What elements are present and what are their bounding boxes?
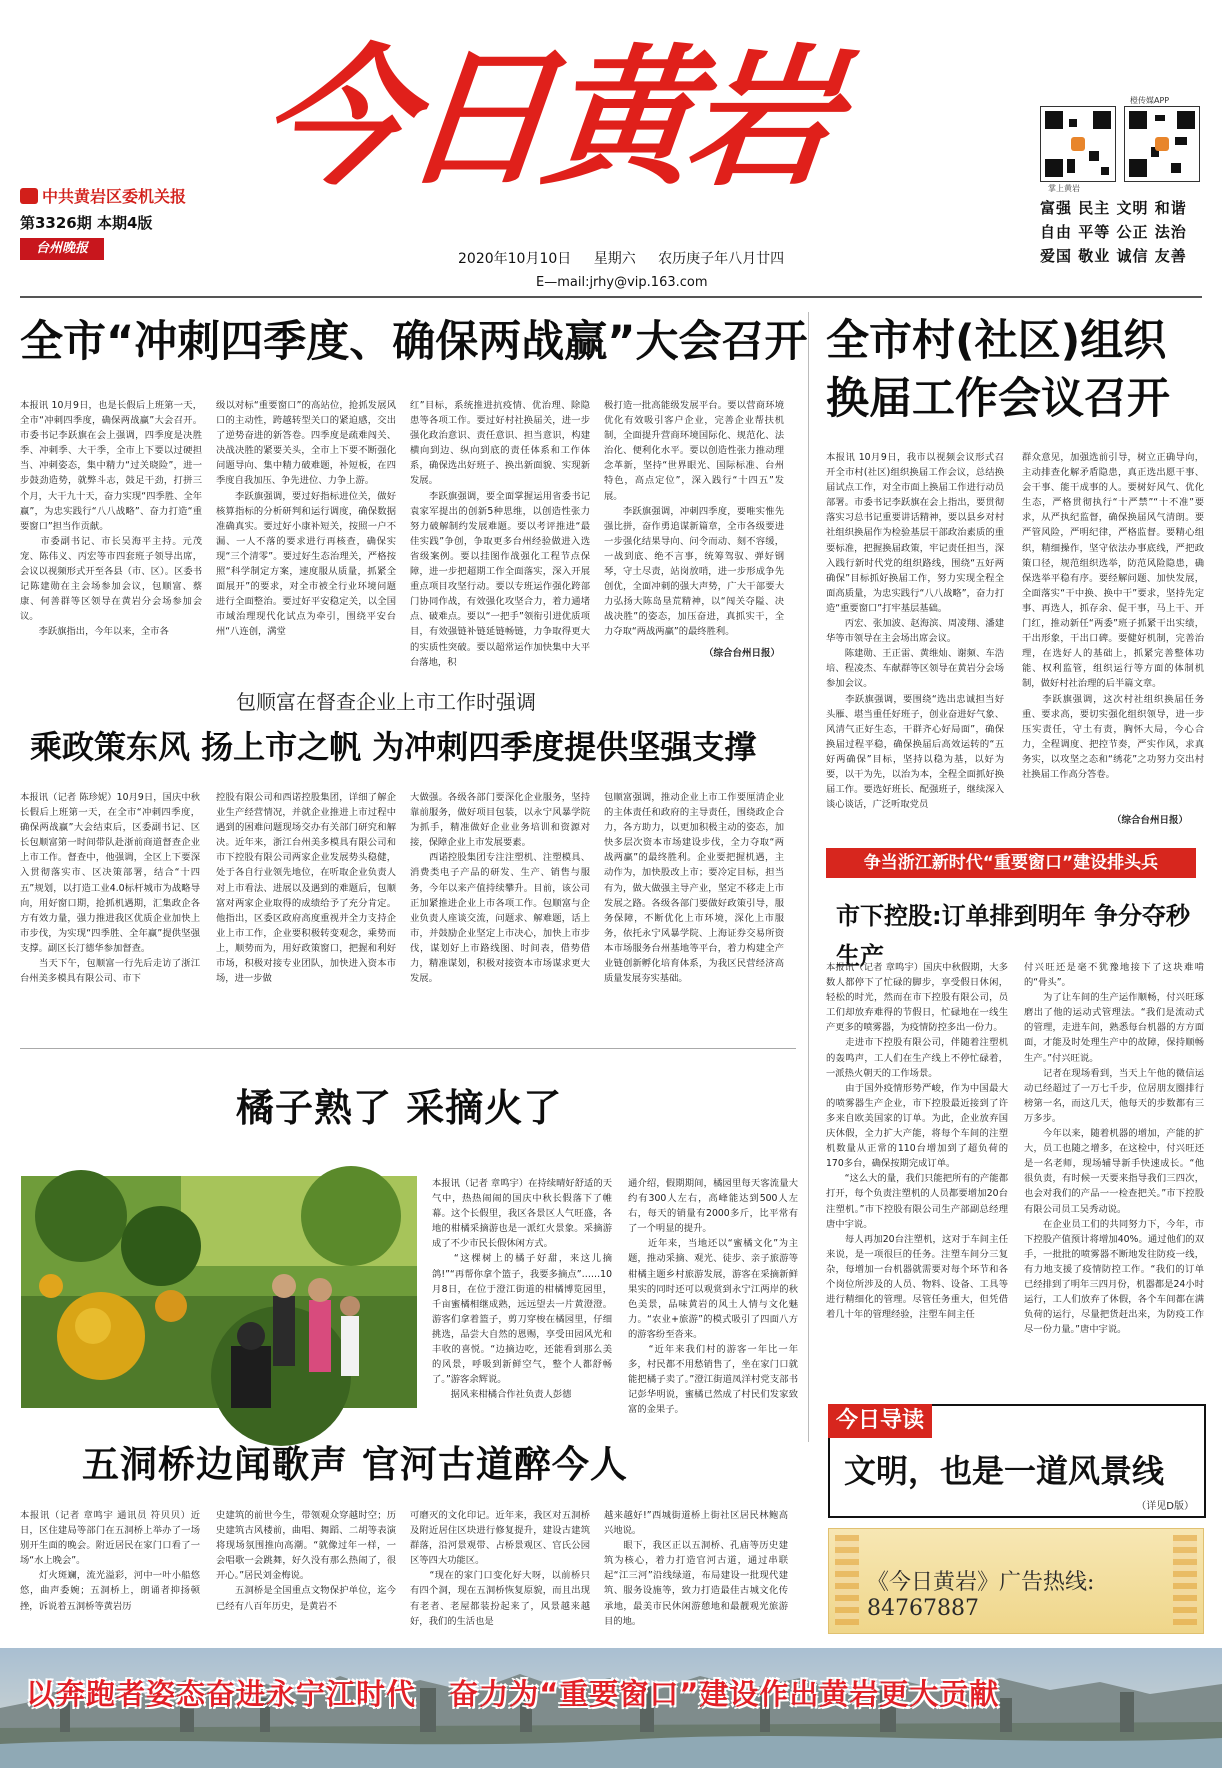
story1-col2: 级以对标“重要窗口”的高站位，抢抓发展风口的主动性，跨越转型关口的紧迫感，交出了逆势奋进的新答卷。四季度是疏难闯关、决战决胜的紧要关头，全市上下要不断强化问题导向、集中精力破难题，补短板，在四季度自我加压、争先进位、力争上游。 李跃旗强调，要过好指标进位关，做好核算指标的分析研判和运行调度，确保数据准确真实。要过好小康补短关，按照一户不漏、一人不落的要求进行再核查，确保实现“三个清零”。要过好生态治理关，严格按照“科学制定方案，速度服从质量，抓紧全面展开”的要求，对全市被全行业环境问题进行全面整治。要过好平安稳定关，以全国市域治理现代化试点为牵引，围绕平安台州“八连创，满堂 xyxy=(216,400,396,638)
today-guide-headline: 文明，也是一道风景线 xyxy=(844,1452,1165,1490)
sister-paper-logo: 台州晚报 xyxy=(20,238,104,260)
story1-headline[interactable]: 全市“冲刺四季度、确保两战赢”大会召开 xyxy=(20,317,808,367)
qr-code-icon[interactable] xyxy=(1124,106,1200,182)
qr-code-icon[interactable] xyxy=(1040,106,1116,182)
story5-col1: 本报讯（记者 章鸣宇）在持续晴好舒适的天气中，热热闹闹的国庆中秋长假落下了帷幕。这个长假里，我区各景区人气旺盛，各地的柑橘采摘游也是一派红火景象。采摘游成了不少市民长假休闲方式。 “这棵树上的橘子好甜，来这儿摘鸽!”“再帮你拿个篮子，我要多摘点”……10月8日，在位于澄江街道的柑橘博览园里，千亩蜜橘相继成熟，远远望去一片黄澄澄。游客们拿着篮子，剪刀穿梭在橘园里，仔细挑选，品尝大自然的恩赐，享受田园风光和丰收的喜悦。“边摘边吃，还能看到那么美的风景，呼吸到新鲜空气，整个人都舒畅了。”游客余辉说。 据风来柑橘合作社负责人彭德 xyxy=(432,1178,612,1401)
story1-col4: 极打造一批高能级发展平台。要以营商环境优化有效吸引客户企业，完善企业帮扶机制，全面提升营商环境国际化、规范化、法治化、便利化水平。要以创造性张力推动理念革新，坚持“世界眼光、国际标准、台州特色，高点定位”，深入践行“十四五”发展。 李跃旗强调，冲刺四季度，要唯实惟先强比拼，奋作勇追谋新篇章，全市各级要进一步强化结果导向、问令而动、刻不容缓，一战到底、绝不言事，统筹驾驭、弹好钢琴，守土尽责，站岗放哨，进一步形成争先创优，全面冲刺的强大声势，广大干部要大力弘扬大陈岛垦荒精神，以“闯关夺隘、决战决胜”的姿态，加压奋进，真抓实干，全力夺取“两战两赢”的最终胜利。 xyxy=(604,400,784,638)
today-guide-box[interactable] xyxy=(828,1404,1206,1518)
issue-lunar-date: 农历庚子年八月廿四 xyxy=(658,251,785,267)
story3-kicker: 包顺富在督查企业上市工作时强调 xyxy=(236,690,536,714)
story5-col2: 通介绍，假期期间，橘园里每天客流量大约有300人左右，高峰能达到500人左右，每天的销量有2000多斤，比平常有了一个明显的提升。 近年来，当地还以“蜜橘文化”为主题，推动采摘、观光、徒步、亲子旅游等柑橘主题乡村旅游发展，游客在采摘新鲜果实的同时还可以观赏到永宁江两岸的秋色美景，品味黄岩的风土人情与文化魅力。“农业+旅游”的模式吸引了四面八方的游客纷至沓来。 “近年来我们村的游客一年比一年多，村民都不用愁销售了，坐在家门口就能把橘子卖了。”澄江街道凤洋村党支部书记彭华明说，蜜橘已然成了村民们发家致富的金果子。 xyxy=(628,1178,798,1416)
qr-caption-left: 掌上黄岩 xyxy=(1048,184,1080,193)
story2-col2: 群众意见，加强选前引导，树立正确导向，主动排查化解矛盾隐患，真正选出愿干事、会干事、能干成事的人。要树好风气、优化生态，严格贯彻执行“十严禁”“十不准”要求，从严执纪监督，确保换届风气清朗。要严管风险，严明纪律，严格监督。要精心组织，精细操作，坚守依法办事底线，严把政策口径，规范组织选举，防范风险隐患，确保选举平稳有序。要经解问题、加快发展，全面落实“干中换、换中干”要求，坚持先定事、再选人，抓存余、促干事，马上干、开门红，推动新任“两委”班子抓紧干出实绩，干出形象，干出口碑。要健好机制，完善治理，在选好人的基础上，抓紧完善整体功能、权利监管，组织运行等方面的体制机制，做好村社治理的后半篇文章。 李跃旗强调，这次村社组织换届任务重、要求高，要切实强化组织领导，进一步压实责任，守土有责，胸怀大局，今心合力，全程调度、把控节奏，严实作风，求真务实，以攻坚之态和“绣花”之功努力交出村社换届工作高分答卷。 xyxy=(1022,452,1204,780)
story2-source: （综合台州日报） xyxy=(1112,815,1189,826)
story6-col4: 越来越好!”西城街道桥上街社区居民林鲍高兴地说。 眼下，我区正以五洞桥、孔庙等历史建筑为核心，着力打造官河古道，通过串联起“江三河”沿线绿道，布局建设一批现代建筑、服务设施等，致力打造最佳古城文化传承地，最美市民休闲游憩地和最靓观光旅游目的地。 xyxy=(604,1510,788,1627)
masthead-logo: 今日黄岩 xyxy=(252,30,840,206)
story3-headline[interactable]: 乘政策东风 扬上市之帆 为冲刺四季度提供坚强支撑 xyxy=(30,728,757,766)
story5-headline[interactable]: 橘子熟了 采摘火了 xyxy=(236,1086,563,1130)
story1-col1: 本报讯 10月9日，也是长假后上班第一天，全市“冲刺四季度，确保两战赢”大会召开。市委书记李跃旗在会上强调，四季度是决胜季、冲刺季、大干季，全市上下要以过硬担当、冲刺姿态，集中精力“过关晓险”，进一步鼓劲造势，就弊斗志，鼓足干劲，打拼三个月，大干九十天，奋力实现“四季胜、全年赢”，为忠实践行“八八战略”、奋力打造“重要窗口”担当作贡献。 市委副书记、市长吴海平主持。元茂宠、陈伟义、丙宏等市四套班子领导出席，会议以视频形式开至各县（市、区）。区委书记陈建勋在主会场参加会议，包顺富、蔡康、何善群等区领导在黄岩分会场参加会议。 李跃旗指出，今年以来，全市各 xyxy=(20,400,202,638)
issue-number: 第3326期 本期4版 xyxy=(20,214,153,232)
story3-col4: 包顺富强调，推动企业上市工作要厘清企业的主体责任和政府的主导责任，围绕政企合力，各方助力，以更加积极主动的姿态，加快多层次资本市场建设步伐，全力夺取“两战两赢”的最终胜利。企业要把握机遇，主动作为，加快股改上市；要冷定目标，担当有为，做大做强主导产业，坚定不移走上市发展之路。各级各部门要做好政策引导，服务保障，不断优化上市环境，深化上市服务，依托永宁风暴学院、上海证券交易所资本市场服务台州基地等平台，着力构建全产业链创新孵化培育体系，为我区民营经济高质量发展夯实基础。 xyxy=(604,792,784,985)
orchard-photo-graphic xyxy=(21,1176,417,1408)
issue-date-line xyxy=(458,248,784,268)
section-divider xyxy=(20,1048,796,1049)
issue-date: 2020年10月10日 xyxy=(458,251,572,267)
story4-col1: 本报讯（记者 章鸣宇）国庆中秋假期，大多数人都停下了忙碌的脚步，享受假日休闲，轻松的时光，然而在市下控股有限公司，员工们却放弃难得的节假日，忙碌地在一线生产更多的喷雾器，为疫情防控多出一份力。 走进市下控股有限公司，伴随着注塑机的轰鸣声，工人们在生产线上不停忙碌着，一派热火朝天的工作场景。 由于国外疫情形势严峻，作为中国最大的喷雾器生产企业，市下控股最近接到了许多来自欧美国家的订单。为此，企业放弃国庆休假，全力扩大产能，将每个车间的注塑机数量从正常的110台增加到了超负荷的170多台，确保按期完成订单。 “这么大的量，我们只能把所有的产能都打开，每个负责注塑机的人员都要增加20台注塑机。”市下控股有限公司生产部副总经理唐中宇说。 每人再加20台注塑机，这对于车间主任来说，是一项很巨的任务。注塑车间分三复杂，每增加一台机器就需要对每个环节和各个岗位所涉及的人员、物料、设备、工具等进行精细化的管理。尽管任务重大，但凭借着几十年的管理经验，注塑车间主任 xyxy=(826,962,1008,1321)
contact-email[interactable]: E—mail:jrhy@vip.163.com xyxy=(536,275,708,290)
bottom-slogan-banner xyxy=(0,1648,1222,1768)
masthead-divider xyxy=(20,296,1202,298)
qr-caption-right: 橙传媒APP xyxy=(1130,96,1170,105)
issue-weekday: 星期六 xyxy=(593,251,636,267)
story4-strap: 争当浙江新时代“重要窗口”建设排头兵 xyxy=(826,848,1196,878)
story2-col1: 本报讯 10月9日，我市以视频会议形式召开全市村(社区)组织换届工作会议，总结换届试点工作，对全市面上换届工作进行动员部署。市委书记李跃旗在会上指出，要贯彻落实习总书记重要讲话精神，要以县乡对村社组织换届作为检验基层干部政治素质的重要标准，把握换届政策，牢记责任担当，深入践行新时代党的组织路线，围绕“五好两确保”目标抓好换届工作，努力实现全程全面高质量，为忠实践行“八八战略”，奋力打造“重要窗口”打牢基层基础。 丙宏、张加波、赵海滨、周凌翔、潘建华等市领导在主会场出席会议。 陈建勋、王正雷、黄维灿、谢频、车浩培、程凌杰、车献群等区领导在黄岩分会场参加会议。 李跃旗强调，要围绕“选出忠诚担当好头雁、堪当重任好班子，创业奋进好气象、风清气正好生态，干群齐心好局面”，确保换届过程平稳，确保换届后高效运转的“五好两确保”目标，坚持以稳为基，以好为要，以干为先，以治为本，全程全面抓好换届工作。要选好班长、配强班子，继续深入谈心谈话，广泛听取党员 xyxy=(826,452,1004,811)
party-paper-label: 中共黄岩区委机关报 xyxy=(20,184,186,207)
story6-col3: 可磨灭的文化印记。近年来，我区对五洞桥及附近居住区块进行修复提升，建设古建筑群落，沿河景观带、占桥景观区、官氏公园区等四大功能区。 “现在的家门口变化好大呀，以前桥只有四个洞，现在五洞桥恢复原貌，而且出现有老者、老屋都装扮起来了，风景越来越好，我们的生活也是 xyxy=(410,1510,590,1627)
story3-col1: 本报讯（记者 陈珍妮）10月9日，国庆中秋长假后上班第一天，在全市“冲刺四季度，确保两战赢”大会结束后，区委副书记、区长包顺富第一时间带队赴浙前商道督查企业上市工作。督查中，他强调，全区上下要深入贯彻落实市、区决策部署，结合“十四五”规划，以打造工业4.0标杆城市为战略导向，用好窗口期，抢抓机遇期，汇集政企各方有效力量，强力推进我区优质企业加快上市步伐，为实现“四季胜、全年赢”提供坚强支撑。副区长汀德华参加督查。 当天下午，包顺富一行先后走访了浙江台州美多模具有限公司、市下 xyxy=(20,792,200,985)
story6-headline[interactable]: 五洞桥边闻歌声 官河古道醉今人 xyxy=(82,1443,628,1486)
story3-col2: 控股有限公司和西诺控股集团，详细了解企业生产经营情况，并就企业推进上市过程中遇到的困难问题现场交办有关部门研究和解决。近年来，浙江台州美多模具有限公司和市下控股有限公司两家企业发展势头稳健，处于各自行业领先地位，在听取企业负责人对上市看法、进展以及遇到的难题后，包顺富对两家企业取得的成绩给予了充分肯定。他指出，区委区政府高度重视并全力支持企业上市工作，企业要积极转变观念，乘势而上，顺势而为，用好政策窗口，把握和利好市场，积极对接专业团队，加快进入资本市场，进一步做 xyxy=(216,792,396,985)
orange-orchard-photo xyxy=(21,1176,417,1408)
party-emblem-icon xyxy=(20,188,38,204)
story1-source: （综合台州日报） xyxy=(704,648,781,659)
today-guide-label: 今日导读 xyxy=(828,1404,932,1438)
banner-slogan: 以奔跑者姿态奋进永宁江时代 奋力为“重要窗口”建设作出黄岩更大贡献 xyxy=(26,1677,1000,1711)
story4-headline[interactable]: 市下控股:订单排到明年 争分夺秒生产 xyxy=(836,902,1190,970)
story4-col2: 付兴旺还是毫不犹豫地接下了这块难啃的“骨头”。 为了让车间的生产运作顺畅，付兴旺琢磨出了他的运动式管理法。“我们是流动式的管理，走进车间，熟悉每台机器的方方面面，才能及时处理生产中的故障，保持顺畅生产。”付兴旺说。 记者在现场看到，当天上午他的微信运动已经超过了一万七千步，位居朋友圈排行榜第一名，而这几天，他每天的步数都有三万多步。 今年以来，随着机器的增加，产能的扩大，员工也随之增多，在这检中，付兴旺还是一名老师，现场辅导新手快速成长。“他很负责，有时候一天要来指导我们三四次，也会对我们的产品一一检查把关。”市下控股有限公司员工吴秀动说。 在企业员工们的共同努力下，今年，市下控股产值预计将增加40%。通过他们的双手，一批批的喷雾器不断地发往防疫一线，有力地支援了疫情防控工作。“我们的订单已经排到了明年三四月份，机器都是24小时运行，工人们放弃了休假，各个车间都在满负荷的运行，尽量把货赶出来，为防疫工作尽一份力量。”唐中宇说。 xyxy=(1024,962,1204,1336)
story6-col1: 本报讯（记者 章鸣宇 通讯员 符贝贝）近日，区住建局等部门在五洞桥上举办了一场别开生面的晚会。附近居民在家门口看了一场“水上晚会”。 灯火斑斓，流光溢彩，河中一叶小船悠悠，曲声委婉；五洞桥上，朗诵者抑扬顿挫，诉说着五洞桥等黄岩历 xyxy=(20,1510,200,1612)
story2-headline[interactable]: 全市村(社区)组织换届工作会议召开 xyxy=(826,316,1170,424)
ad-decoration-icon xyxy=(835,1535,859,1625)
story6-col2: 史建筑的前世今生，带领观众穿越时空；历史建筑古风楼前，曲唱、舞蹈、二胡等表演将现场氛围推向高潮。“就像过年一样，一会唱歌一会跳舞，好久没有那么热闹了，很开心。”居民刘金梅说。 五洞桥是全国重点文物保护单位，迄今已经有八百年历史，是黄岩不 xyxy=(216,1510,396,1612)
ad-hotline-box[interactable] xyxy=(828,1528,1204,1634)
story1-col3: 红”目标，系统推进抗疫情、优治理、除隐患等各项工作。要过好村社换届关，进一步强化政治意识、责任意识、担当意识，构建横向到边、纵向到底的责任体系和工作体系，确保选出好班子、换出新面貌、实现新发展。 李跃旗强调，要全面掌握运用省委书记袁家军提出的创新5种思维，以创造性张力努力破解制约发展难题。要以考评推进“最佳实践”争创，争取更多台州经验做进入选省级案例。要以挂图作战强化工程节点保障，进一步把超期工作全面落实，深入开展重点项目攻坚行动。要以专班运作强化跨部门协同作战，有效强化攻坚合力，着力通堵点、破难点。要以“一把手”领衔引进优质项目，有效强链补链延链畅链，力争取得更大的实质性突破。要以超常运作加快集中大平台落地，积 xyxy=(410,400,590,668)
today-guide-note: （详见D版） xyxy=(1136,1501,1194,1512)
core-values: 富强 民主 文明 和谐 自由 平等 公正 法治 爱国 敬业 诚信 友善 xyxy=(1040,199,1187,265)
ad-hotline-text: 《今日黄岩》广告热线: 84767887 xyxy=(867,1570,1095,1621)
column-divider xyxy=(808,312,809,1442)
story3-col3: 大做强。各级各部门要深化企业服务，坚持靠前服务，做好项目包装，以永宁风暴学院为抓手，精准做好企业业务培训和资源对接，保障企业上市发展要素。 西诺控股集团专注注塑机、注塑模具、消费类电子产品的研发、生产、销售与服务，今年以来产值持续攀升。目前，该公司正加紧推进企业上市各项工作。包顺富与企业负责人座谈交流，问题求、解难题，话上市，并鼓励企业坚定上市决心，加快上市步伐，谋划好上市路线图、时间表，借势借力，精准谋划，积极对接资本市场谋求更大发展。 xyxy=(410,792,590,985)
